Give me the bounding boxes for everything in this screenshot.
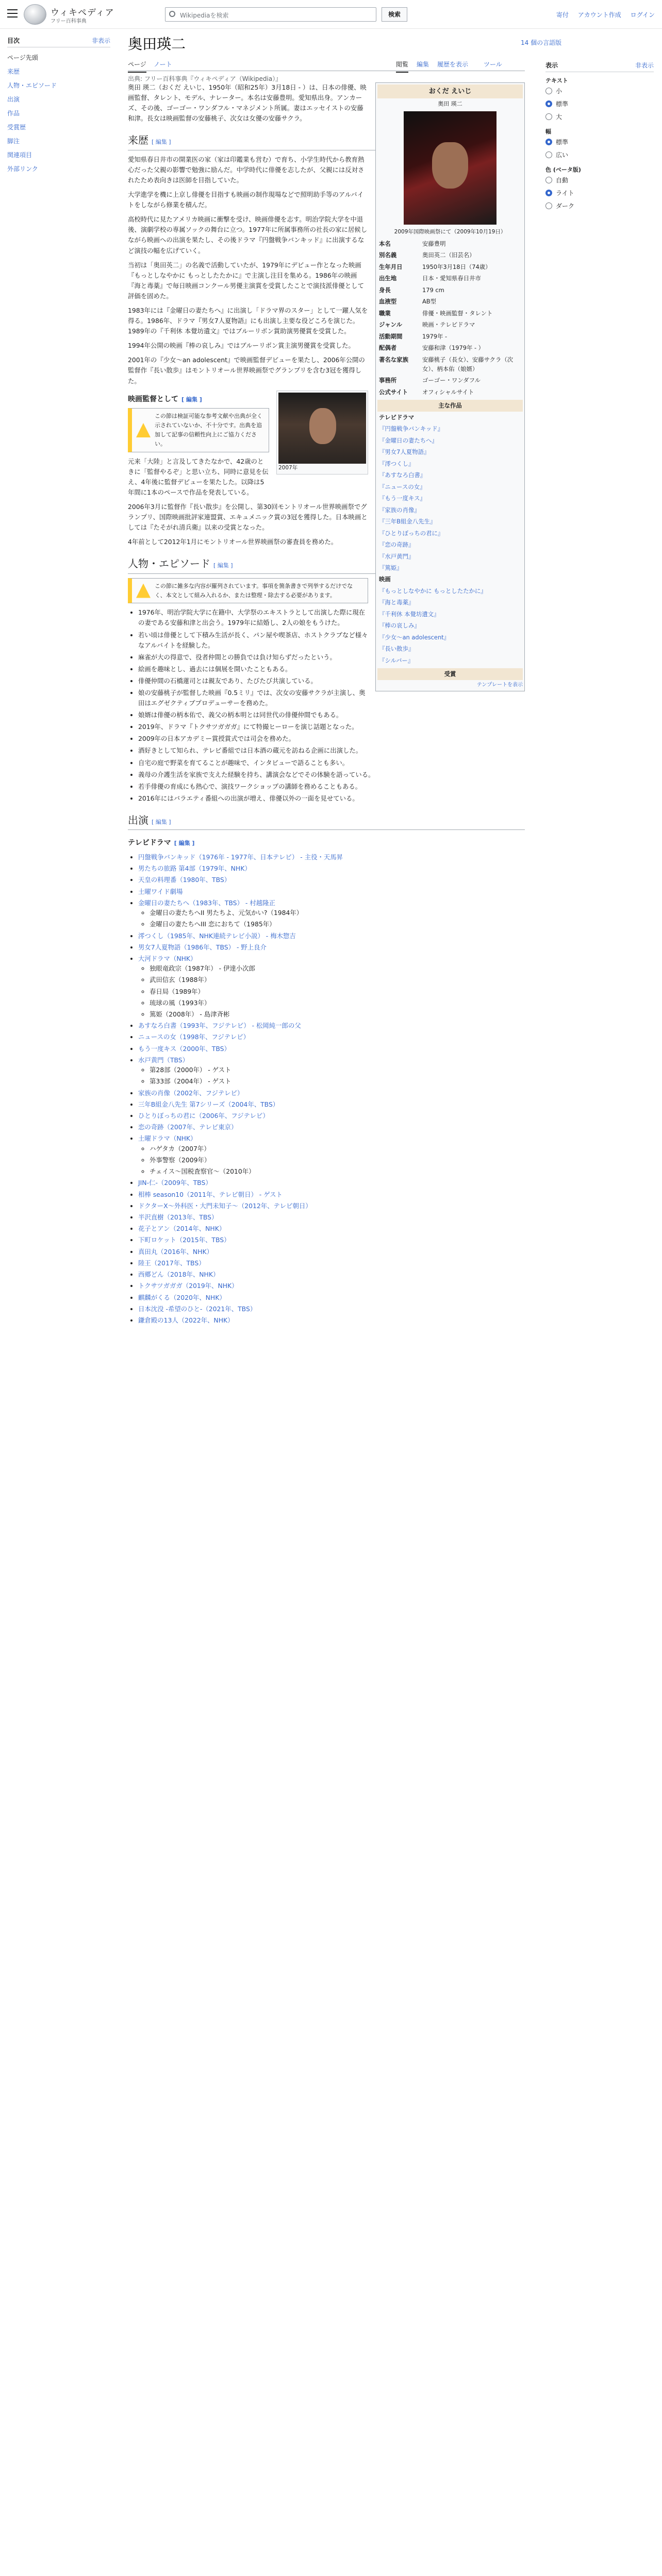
infobox-kana: おくだ えいじ — [377, 84, 523, 98]
tv-drama-link[interactable]: 水戸黄門（TBS） — [138, 1056, 189, 1064]
tv-drama-item — [138, 1021, 525, 1030]
section-appearances: 出演[ 編集 ] — [128, 812, 525, 830]
infobox-film-link[interactable]: 『海と毒薬』 — [379, 599, 415, 606]
tv-drama-item — [138, 942, 525, 952]
infobox-value: 安藤桃子（長女）、安藤サクラ（次女）、柄本佑（娘婿） — [422, 355, 514, 373]
tv-drama-link[interactable]: 男女7人夏物語（1986年、TBS） - 野上良介 — [138, 943, 267, 951]
infobox-key: 出生地 — [379, 275, 397, 282]
tv-drama-link[interactable]: 恋の奇跡（2007年、テレビ東京） — [138, 1123, 238, 1131]
awards-heading: 受賞 — [377, 668, 523, 680]
infobox-row — [377, 273, 523, 284]
tv-drama-item — [138, 875, 525, 885]
tab-page[interactable]: ページ — [128, 60, 146, 73]
infobox-row — [377, 261, 523, 273]
infobox-key: 本名 — [379, 240, 391, 247]
persona-item: • 麻雀が大の得意で、役者仲間との勝負では負け知らずだったという。 — [138, 652, 525, 663]
tv-drama-link[interactable]: あすなろ白書（1993年、フジテレビ） - 松岡純一郎の父 — [138, 1022, 301, 1030]
color-auto[interactable]: 自動 — [545, 174, 654, 187]
persona-item: • 1976年、明治学院大学に在籍中、大学祭のエキストラとして出演した際に現在の妻である安藤和津と出会う。1979年に結婚し、2人の娘をもうけた。 — [138, 607, 525, 628]
tv-drama-link[interactable]: 金曜日の妻たちへ（1983年、TBS） - 村越隆正 — [138, 899, 275, 907]
toc-sidebar — [7, 36, 110, 176]
tv-drama-item — [138, 1032, 525, 1042]
infobox-row — [377, 249, 523, 261]
tv-drama-link[interactable]: 陸王（2017年、TBS） — [138, 1259, 205, 1267]
tv-drama-item — [138, 1235, 525, 1245]
tab-tools[interactable]: ツール — [484, 61, 502, 68]
infobox-film-link[interactable]: 『長い散歩』 — [379, 645, 415, 653]
section-persona: 人物・エピソード[ 編集 ] — [128, 555, 525, 573]
page-subtitle: 出典: フリー百科事典『ウィキペディア（Wikipedia）』 — [128, 75, 282, 82]
infobox-drama-link[interactable]: 『あすなろ白書』 — [379, 471, 426, 479]
infobox-film-link[interactable]: 『少女〜an adolescent』 — [379, 633, 450, 641]
career-paragraph: 大学進学を機に上京し俳優を目指すも映画の制作現場などで照明助手等のアルバイトをしながら修業を積んだ。 — [128, 191, 364, 209]
tv-drama-item — [138, 1044, 525, 1054]
infobox-row — [377, 342, 523, 353]
career-paragraph: 1983年には『金曜日の妻たちへ』に出演し「ドラマ界のスター」として一躍人気を得る。1986年、ドラマ『男女7人夏物語』にも出演し主要な役どころを演じた。1989年の『千利休 本覺坊遺文』ではブルーリボン賞助演男優賞を受賞した。 — [128, 306, 368, 335]
tv-drama-item — [138, 1201, 525, 1211]
infobox-key: 別名義 — [379, 251, 397, 259]
film-heading: 映画 — [379, 575, 391, 583]
photo-caption: 2009年国際映画祭にて（2009年10月19日） — [394, 228, 506, 235]
infobox-key: 事務所 — [379, 377, 397, 384]
infobox-key: 職業 — [379, 309, 391, 317]
infobox-film-link[interactable]: 『千利休 本覺坊遺文』 — [379, 610, 440, 618]
persona-item: • 2019年、ドラマ『トクサツガガガ』にて特撮ヒーローを演じ話題となった。 — [138, 722, 525, 732]
tv-drama-link[interactable]: ニュースの女（1998年、フジテレビ） — [138, 1033, 250, 1041]
infobox-drama-link[interactable]: 『ニュースの女』 — [379, 483, 426, 490]
infobox-drama-link[interactable]: 『もう一度キス』 — [379, 495, 426, 502]
infobox-row — [377, 296, 523, 307]
user-links — [549, 10, 655, 19]
tv-drama-subitem[interactable]: ◦ 篤姫（2008年） - 島津斉彬 — [150, 1009, 525, 1019]
tv-drama-link[interactable]: 西郷どん（2018年、NHK） — [138, 1270, 220, 1279]
thumb-photo-2007 — [276, 391, 368, 474]
radio-icon — [545, 177, 552, 183]
search-icon — [169, 11, 175, 17]
logo-text: ウィキペディア — [51, 8, 114, 18]
appearance-heading: 表示 非表示 — [545, 61, 654, 72]
persona-item: • 若手俳優の育成にも熱心で、演技ワークショップの講師を務めることもある。 — [138, 782, 525, 792]
tv-drama-subitem[interactable]: ◦ 春日局（1989年） — [150, 987, 525, 996]
tv-drama-subitem[interactable]: ◦ 金曜日の妻たちへIII 恋におちて（1985年） — [150, 919, 525, 929]
tv-drama-item — [138, 1247, 525, 1257]
tv-drama-subitem[interactable]: ◦ 金曜日の妻たちへII 男たちよ、元気かい?（1984年） — [150, 908, 525, 918]
tv-drama-link[interactable]: 麒麟がくる（2020年、NHK） — [138, 1293, 226, 1301]
radio-icon — [545, 113, 552, 120]
tab-talk[interactable]: ノート — [154, 61, 172, 68]
toc-item[interactable]: 外部リンク — [7, 165, 38, 173]
infobox-drama-link[interactable]: 『篤姫』 — [379, 564, 403, 571]
tv-drama-link[interactable]: 下町ロケット（2015年、TBS） — [138, 1236, 230, 1244]
infobox-row — [377, 284, 523, 296]
language-button[interactable]: 14 個の言語版 — [521, 39, 562, 46]
persona-item: • 2009年の日本アカデミー賞授賞式では司会を務めた。 — [138, 734, 525, 744]
toc-item[interactable]: 来歴 — [7, 68, 20, 75]
tv-drama-item — [138, 1088, 525, 1098]
edit-link[interactable]: [ 編集 ] — [152, 139, 171, 145]
appearance-panel — [545, 56, 654, 212]
page-title: 奥田瑛二 — [128, 36, 186, 53]
tab-edit[interactable]: 編集 — [417, 61, 429, 68]
persona-item: • 絵画を趣味とし、過去には個展を開いたこともある。 — [138, 664, 525, 674]
toc-item[interactable]: ページ先頭 — [7, 54, 38, 61]
tv-drama-link[interactable]: JIN-仁-（2009年、TBS） — [138, 1179, 212, 1187]
toc-item[interactable]: 作品 — [7, 110, 20, 117]
tv-drama-link[interactable]: 家族の肖像（2002年、フジテレビ） — [138, 1089, 244, 1097]
article-body — [128, 82, 525, 1329]
tv-drama-link[interactable]: 天皇の料理番（1980年、TBS） — [138, 876, 231, 884]
persona-item: • 自宅の庭で野菜を育てることが趣味で、インタビューで語ることも多い。 — [138, 758, 525, 768]
color-heading: 色 (ベータ版) — [545, 166, 581, 173]
width-standard[interactable]: 標準 — [545, 135, 654, 148]
infobox-value: 安藤和津（1979年 - ） — [422, 344, 485, 352]
toc-item[interactable]: 受賞歴 — [7, 124, 26, 131]
edit-link[interactable]: [ 編集 ] — [181, 396, 202, 403]
login-link[interactable]: ログイン — [630, 11, 655, 19]
search-input[interactable]: Wikipediaを検索 — [165, 7, 376, 22]
tv-drama-item — [138, 1224, 525, 1233]
toc-item[interactable]: 出演 — [7, 96, 20, 103]
tv-drama-link[interactable]: 澪つくし（1985年、NHK連続テレビ小説） - 梅木惣吉 — [138, 931, 296, 940]
career-paragraph: 1994年公開の映画『棒の哀しみ』ではブルーリボン賞主演男優賞を受賞した。 — [128, 342, 355, 350]
text-size-standard[interactable]: 標準 — [545, 97, 654, 110]
main-menu-icon[interactable] — [7, 9, 18, 18]
toc-heading: 目次 非表示 — [7, 36, 110, 47]
tv-drama-item — [138, 887, 525, 896]
tv-drama-subitem[interactable]: ◦ 独眼竜政宗（1987年） - 伊達小次郎 — [150, 963, 525, 973]
infobox-key: 身長 — [379, 286, 391, 294]
appearance-hide-link[interactable]: 非表示 — [635, 62, 654, 69]
tv-drama-subitem[interactable]: ◦ チェイス〜国税査察官〜（2010年） — [150, 1166, 525, 1176]
tv-drama-subitem[interactable]: ◦ 琉球の風（1993年） — [150, 998, 525, 1008]
infobox-key: ジャンル — [379, 321, 403, 329]
director-paragraph: 2006年3月に監督作『長い散歩』を公開し、第30回モントリオール世界映画祭でグランプリ、国際映画批評家連盟賞、エキュメニック賞の3冠を獲得した。日本映画としては『たそがれ清兵衛』以来の受賞となった。 — [128, 502, 368, 532]
director-paragraph: 元来「大陸」と言及してきたなかで、42歳のときに「監督やるぞ」と思い立ち、同時に意見を伝え、4年後に監督デビューを果たした。以降は5年間に1本のペースで作品を発表している。 — [128, 457, 269, 496]
tv-drama-item — [138, 1315, 525, 1325]
site-header — [0, 0, 662, 29]
photo-2007-caption: 2007年 — [278, 464, 298, 471]
tv-drama-subitem[interactable]: ◦ 第33部（2004年） - ゲスト — [150, 1076, 525, 1086]
warning-icon — [136, 584, 151, 598]
tv-drama-item — [138, 1190, 525, 1199]
infobox-value: 1979年 - — [422, 332, 448, 340]
career-paragraph: 高校時代に見たアメリカ映画に衝撃を受け、映画俳優を志す。明治学院大学を中退後、演劇学校の専属ソックの舞台に立つ。1977年に所属事務所の社長の家に居候しながら映画への出演を果たし、その後ドラマ『円盤戦争バンキッド』に出演するなど演技の幅を広げていく。 — [128, 215, 368, 255]
photo-2007-image[interactable] — [278, 393, 366, 464]
tv-drama-subitem[interactable]: ◦ 武田信玄（1988年） — [150, 975, 525, 985]
toc-item[interactable]: 関連項目 — [7, 151, 32, 159]
edit-link[interactable]: [ 編集 ] — [213, 562, 233, 569]
tv-drama-subitem[interactable]: ◦ 外事警察（2009年） — [150, 1155, 525, 1165]
tv-drama-link[interactable]: 日本沈没 -希望のひと-（2021年、TBS） — [138, 1304, 257, 1313]
career-paragraph: 愛知県春日井市の開業医の家（家は印鑑業も営む）で育ち、小学生時代から教育熱心だった父親の影響で勉強に励んだ。中学時代に俳優を志したが、父親には反対されたため表向きは医師を目指していた。 — [128, 155, 365, 184]
tv-drama-item — [138, 1055, 525, 1087]
tv-drama-link[interactable]: 鎌倉殿の13人（2022年、NHK） — [138, 1316, 234, 1324]
tv-drama-link[interactable]: 円盤戦争バンキッド（1976年 - 1977年、日本テレビ） - 主役・天馬昇 — [138, 853, 343, 861]
tv-drama-link[interactable]: 男たちの旅路 第4部（1979年、NHK） — [138, 865, 251, 873]
drama-heading: テレビドラマ — [379, 413, 415, 421]
wikipedia-logo[interactable] — [24, 4, 46, 25]
infobox-row — [377, 354, 523, 375]
infobox-film-link[interactable]: 『棒の哀しみ』 — [379, 622, 420, 630]
infobox-value: 俳優・映画監督・タレント — [422, 309, 493, 317]
portrait-photo[interactable] — [404, 111, 496, 225]
radio-selected-icon — [545, 190, 552, 196]
toc-item[interactable]: 人物・エピソード — [7, 82, 57, 89]
infobox-value: AB型 — [422, 298, 436, 306]
search-button[interactable]: 検索 — [382, 7, 407, 22]
tv-drama-link[interactable]: 真田丸（2016年、NHK） — [138, 1247, 213, 1256]
tv-drama-link[interactable]: ドクターX〜外科医・大門未知子〜（2012年、テレビ朝日） — [138, 1201, 312, 1210]
tv-drama-link[interactable]: ひとりぼっちの君に（2006年、フジテレビ） — [138, 1112, 269, 1120]
persona-item: • 若い頃は俳優として下積み生活が長く、パン屋や喫茶店、ホストクラブなど様々なアルバイトを経験した。 — [138, 630, 525, 651]
infobox-value: 1950年3月18日（74歳） — [422, 263, 491, 270]
template-link[interactable]: テンプレートを表示 — [476, 682, 523, 688]
works-heading: 主な作品 — [377, 400, 523, 411]
persona-item: • 娘の安藤桃子が監督した映画『0.5ミリ』では、次女の安藤サクラが主演し、奥田はエグゼクティブプロデューサーを務めた。 — [138, 688, 525, 708]
page-tabs — [128, 56, 525, 71]
tv-drama-item — [138, 1178, 525, 1188]
tv-drama-link[interactable]: 相棒 season10（2011年、テレビ朝日） - ゲスト — [138, 1190, 283, 1198]
infobox-drama-link[interactable]: 『家族の肖像』 — [379, 506, 420, 514]
tv-drama-item — [138, 1099, 525, 1109]
tv-drama-link[interactable]: 大河ドラマ（NHK） — [138, 954, 197, 962]
tv-drama-item — [138, 1293, 525, 1302]
text-size-small[interactable]: 小 — [545, 84, 654, 97]
color-dark[interactable]: ダーク — [545, 199, 654, 212]
width-heading: 幅 — [545, 128, 551, 135]
infobox-drama-link[interactable]: 『円盤戦争バンキッド』 — [379, 425, 444, 433]
edit-link[interactable]: [ 編集 ] — [174, 840, 195, 846]
logo-subtitle: フリー百科事典 — [51, 19, 87, 24]
tab-read[interactable]: 閲覧 — [396, 60, 408, 73]
infobox-row — [377, 331, 523, 342]
career-paragraph: 2001年の『少女〜an adolescent』で映画監督デビューを果たし、2006年公開の監督作『長い散歩』はモントリオール世界映画祭でグランプリを含む3冠を獲得した。 — [128, 356, 365, 385]
infobox-drama-link[interactable]: 『三年B組金八先生』 — [379, 518, 436, 526]
infobox-drama-link[interactable]: 『恋の奇跡』 — [379, 541, 415, 549]
warning-icon — [136, 423, 151, 437]
tv-drama-link[interactable]: トクサツガガガ（2019年、NHK） — [138, 1282, 238, 1290]
infobox-key: 公式サイト — [379, 388, 408, 396]
tv-drama-item — [138, 954, 525, 1019]
tab-history[interactable]: 履歴を表示 — [437, 61, 469, 68]
donate-link[interactable]: 寄付 — [556, 11, 569, 19]
tv-drama-link[interactable]: もう一度キス（2000年、TBS） — [138, 1044, 230, 1053]
persona-item: • 俳優仲間の石橋蓮司とは親友であり、たびたび共演している。 — [138, 676, 525, 686]
infobox-drama-link[interactable]: 『水戸黄門』 — [379, 552, 415, 560]
tv-drama-item — [138, 1258, 525, 1268]
tv-drama-item — [138, 863, 525, 873]
radio-icon — [545, 88, 552, 94]
tv-drama-subitem[interactable]: ◦ 第28部（2000年） - ゲスト — [150, 1065, 525, 1075]
tv-drama-item — [138, 1122, 525, 1132]
director-paragraph: 4年前として2012年1月にモントリオール世界映画祭の審査員を務めた。 — [128, 538, 338, 546]
infobox-row — [377, 319, 523, 330]
radio-icon — [545, 151, 552, 158]
infobox-value: 映画・テレビドラマ — [422, 321, 475, 329]
infobox-film-link[interactable]: 『シルバー』 — [379, 656, 414, 664]
radio-selected-icon — [545, 100, 552, 107]
infobox-row — [377, 375, 523, 386]
infobox-drama-link[interactable]: 『澪つくし』 — [379, 460, 415, 467]
infobox-value: オフィシャルサイト — [422, 388, 474, 396]
tv-drama-item — [138, 898, 525, 929]
tv-drama-item — [138, 1133, 525, 1176]
color-light[interactable]: ライト — [545, 187, 654, 199]
intro-paragraph: 奥田 瑛二（おくだ えいじ、1950年（昭和25年）3月18日 - ）は、日本の俳優、映画監督、タレント、モデル、ナレーター。本名は安藤豊明。愛知県出身。アンカーズ、その後、ゴーゴー・ワンダフル・マネジメント所属。妻はエッセイストの安藤和津。長女は映画監督の安藤桃子、次女は女優の安藤サクラ。 — [128, 83, 367, 123]
infobox-drama-link[interactable]: 『男女7人夏物語』 — [379, 448, 430, 456]
infobox-key: 生年月日 — [379, 263, 403, 270]
cleanup-notice: この節に雑多な内容が羅列されています。事項を箇条書きで列挙するだけでなく、本文として組み入れるか、または整理・除去する必要があります。 — [128, 578, 368, 604]
infobox-name: 奥田 瑛二 — [438, 100, 462, 108]
infobox-value: 安藤豊明 — [422, 240, 446, 247]
infobox-drama-link[interactable]: 『ひとりぼっちの君に』 — [379, 529, 444, 537]
tv-drama-item — [138, 852, 525, 862]
career-paragraph: 当初は「奥田英二」の名義で活動していたが、1979年にデビュー作となった映画『もっとしなやかに もっとしたたかに』で主演し注目を集める。1986年の映画『海と毒薬』で毎日映画コンクール男優主演賞を受賞したことで演技派俳優として評価を固めた。 — [128, 261, 364, 300]
tv-drama-item — [138, 931, 525, 941]
toc-hide-link[interactable]: 非表示 — [91, 37, 110, 44]
infobox — [375, 82, 525, 691]
tv-drama-item — [138, 1212, 525, 1222]
infobox-key: 配偶者 — [379, 344, 397, 352]
tv-drama-link[interactable]: 土曜ワイド劇場 — [138, 887, 183, 895]
width-wide[interactable]: 広い — [545, 148, 654, 161]
infobox-key: 著名な家族 — [379, 355, 408, 363]
tv-drama-link[interactable]: 土曜ドラマ（NHK） — [138, 1134, 197, 1143]
create-account-link[interactable]: アカウント作成 — [577, 11, 621, 19]
persona-item: • 義母の介護生活を家族で支えた経験を持ち、講演会などでその体験を語っている。 — [138, 770, 525, 780]
infobox-film-link[interactable]: 『もっとしなやかに もっとしたたかに』 — [379, 587, 487, 595]
section-director: 映画監督として[ 編集 ] — [128, 394, 525, 405]
persona-item: • 娘婿は俳優の柄本佑で、義父の柄本明とは同世代の俳優仲間でもある。 — [138, 710, 525, 720]
edit-link[interactable]: [ 編集 ] — [152, 819, 171, 825]
infobox-row — [377, 238, 523, 249]
section-tv-drama: テレビドラマ[ 編集 ] — [128, 837, 525, 849]
radio-icon — [545, 202, 552, 209]
tv-drama-item — [138, 1281, 525, 1291]
tv-drama-list — [128, 852, 525, 1325]
tv-drama-link[interactable]: 花子とアン（2014年、NHK） — [138, 1225, 226, 1233]
toc-item[interactable]: 脚注 — [7, 138, 20, 145]
text-size-large[interactable]: 大 — [545, 110, 654, 123]
infobox-row — [377, 308, 523, 319]
persona-item: • 2016年にはバラエティ番組への出演が増え、俳優以外の一面を見せている。 — [138, 793, 525, 804]
infobox-value: ゴーゴー・ワンダフル — [422, 377, 481, 384]
infobox-key: 活動期間 — [379, 332, 403, 340]
tv-drama-link[interactable]: 三年B組金八先生 第7シリーズ（2004年、TBS） — [138, 1100, 279, 1108]
infobox-value: 179 cm — [422, 286, 444, 294]
infobox-value: 日本・愛知県春日井市 — [422, 275, 481, 282]
tv-drama-item — [138, 1111, 525, 1121]
infobox-value: 奥田英二（旧芸名） — [422, 251, 475, 259]
tv-drama-link[interactable]: 半沢直樹（2013年、TBS） — [138, 1213, 218, 1221]
infobox-row — [377, 386, 523, 398]
radio-selected-icon — [545, 139, 552, 145]
sources-notice: この節は検証可能な参考文献や出典が全く示されていないか、不十分です。出典を追加して記事の信頼性向上にご協力ください。 — [128, 408, 269, 452]
infobox-key: 血液型 — [379, 298, 397, 306]
persona-item: • 酒好きとして知られ、テレビ番組では日本酒の蔵元を訪ねる企画に出演した。 — [138, 745, 525, 756]
tv-drama-item — [138, 1269, 525, 1279]
infobox-drama-link[interactable]: 『金曜日の妻たちへ』 — [379, 436, 438, 444]
tv-drama-item — [138, 1304, 525, 1314]
text-size-heading: テキスト — [545, 77, 568, 84]
section-career: 来歴[ 編集 ] — [128, 132, 525, 150]
tv-drama-subitem[interactable]: ◦ ハゲタカ（2007年） — [150, 1144, 525, 1154]
